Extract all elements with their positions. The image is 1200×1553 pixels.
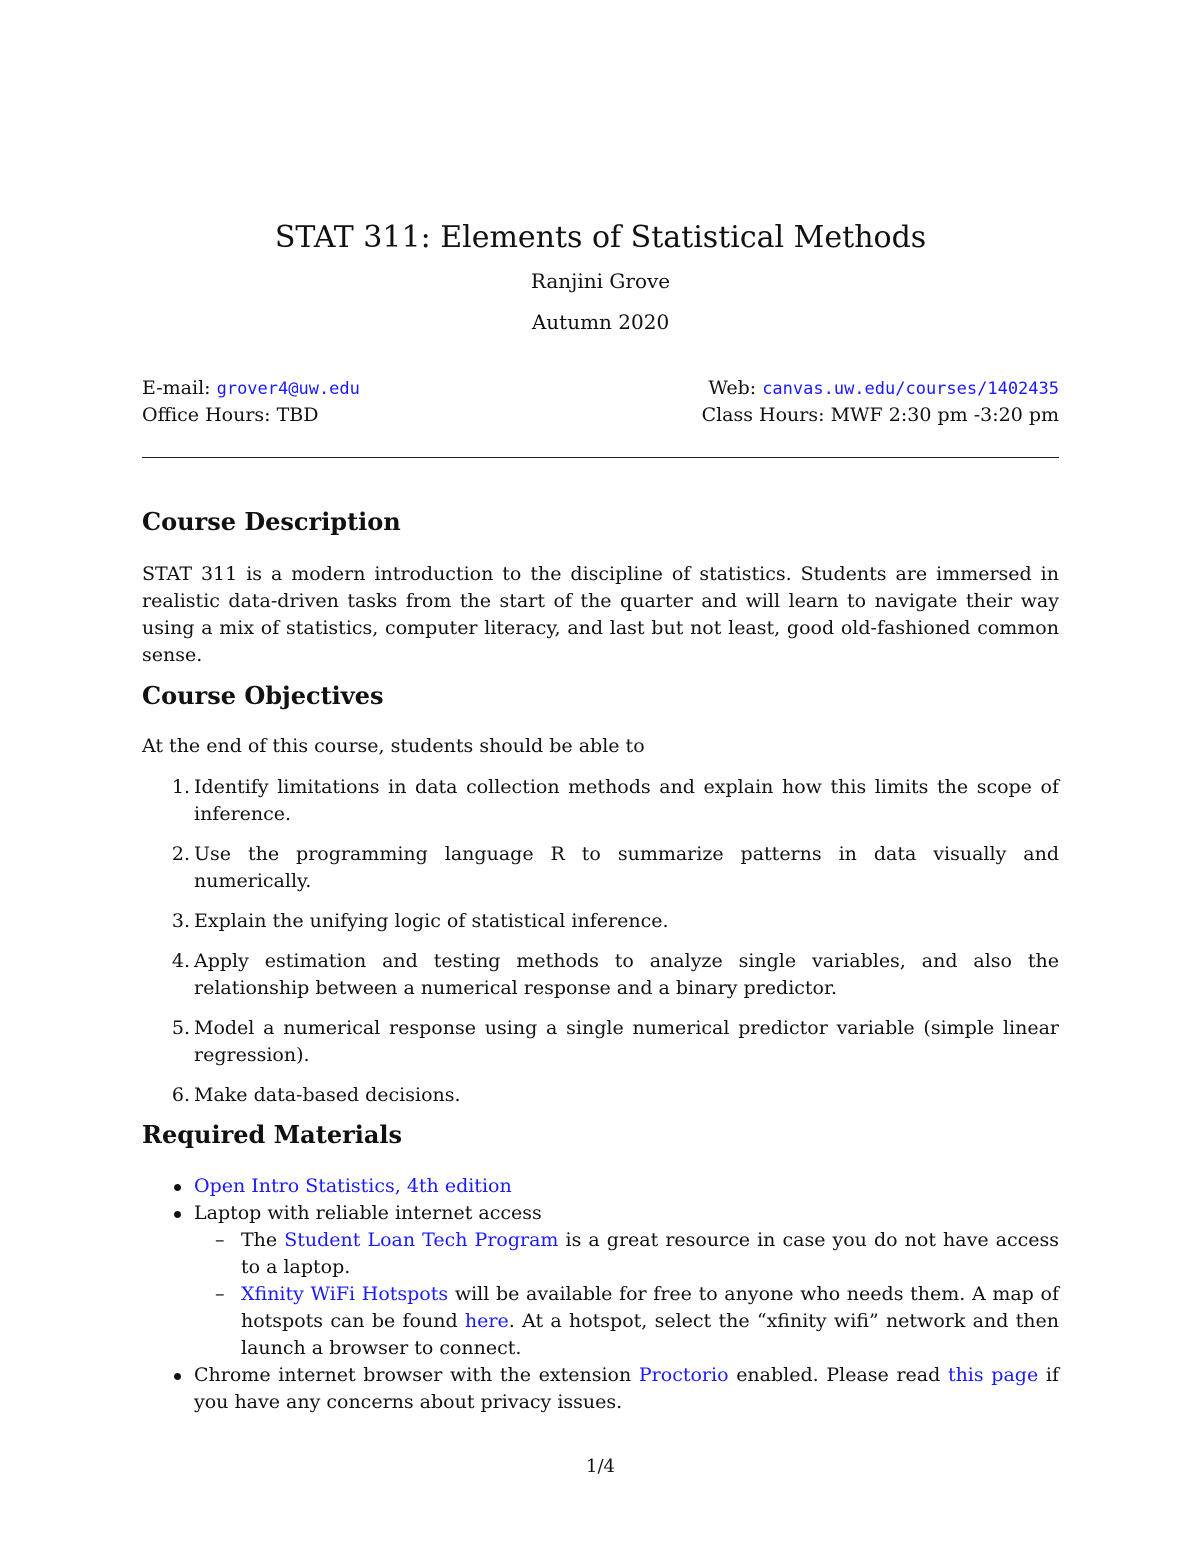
list-item: [194, 1227, 1059, 1281]
dash-icon: –: [215, 1229, 225, 1251]
web-link[interactable]: canvas.uw.edu/courses/1402435: [762, 379, 1059, 399]
item-text: Apply estimation and testing methods to analyze single variables, and also the relationship between a numerical response and a binary predictor.: [194, 950, 1059, 999]
item-number: 3.: [171, 910, 190, 932]
loan-suffix: is a great resource in case you do not have access to a laptop.: [241, 1229, 1059, 1278]
item-text: Model a numerical response using a single numerical predictor variable (simple linear regression).: [194, 1017, 1059, 1066]
email-link[interactable]: grover4@uw.edu: [216, 379, 360, 399]
class-hours: Class Hours: MWF 2:30 pm -3:20 pm: [701, 404, 1059, 426]
email-line: [142, 375, 360, 403]
list-item: [142, 908, 1059, 935]
student-loan-tech-link[interactable]: Student Loan Tech Program: [284, 1229, 559, 1251]
item-text: Identify limitations in data collection methods and explain how this limits the scope of inference.: [194, 776, 1059, 825]
item-number: 4.: [171, 950, 190, 972]
xfinity-hotspots-link[interactable]: Xfinity WiFi Hotspots: [241, 1283, 449, 1305]
textbook-link[interactable]: Open Intro Statistics, 4th edition: [194, 1175, 512, 1197]
required-materials-heading: Required Materials: [142, 1120, 403, 1149]
header-divider: [142, 457, 1059, 458]
item-number: 6.: [171, 1084, 190, 1106]
xfinity-text: will be available for free to anyone who needs them. A map of hotspots can be found: [241, 1283, 1059, 1332]
author-name: Ranjini Grove: [530, 269, 671, 293]
materials-list: [142, 1173, 1059, 1416]
list-item: [142, 1362, 1059, 1416]
laptop-text: Laptop with reliable internet access: [194, 1202, 542, 1224]
bullet-icon: [174, 1373, 181, 1380]
course-description-text: STAT 311 is a modern introduction to the discipline of statistics. Students are immersed in realistic data-driven tasks from the start of the quarter and will learn to navigate their way using a mix of statistics, computer literacy, and last but not least, good old-fashioned common sense.: [142, 563, 1059, 666]
xfinity-text-end: . At a hotspot, select the “xfinity wifi” network and then launch a browser to connect.: [241, 1310, 1060, 1359]
web-label: Web:: [708, 377, 757, 399]
page-number: 1/4: [586, 1456, 615, 1477]
chrome-middle: enabled. Please read: [736, 1364, 941, 1386]
objectives-intro: At the end of this course, students should be able to: [142, 735, 645, 757]
list-item: [142, 1200, 1059, 1362]
hours-row: [142, 402, 1059, 429]
item-number: 5.: [171, 1017, 190, 1039]
list-item: [142, 1082, 1059, 1109]
bullet-icon: [174, 1211, 181, 1218]
email-label: E-mail:: [142, 377, 211, 399]
list-item: [142, 1173, 1059, 1200]
proctorio-link[interactable]: Proctorio: [638, 1364, 729, 1386]
list-item: [142, 774, 1059, 828]
web-line: [708, 375, 1059, 403]
item-number: 2.: [171, 843, 190, 865]
this-page-link[interactable]: this page: [947, 1364, 1039, 1386]
list-item: [142, 841, 1059, 895]
item-text: Use the programming language R to summarize patterns in data visually and numerically.: [194, 843, 1059, 892]
loan-prefix: The: [241, 1229, 278, 1251]
chrome-prefix: Chrome internet browser with the extension: [194, 1364, 632, 1386]
list-item: [142, 948, 1059, 1002]
list-item: [194, 1281, 1059, 1362]
item-number: 1.: [171, 776, 190, 798]
document-title: STAT 311: Elements of Statistical Methods: [274, 220, 927, 255]
objectives-list: [142, 774, 1059, 1122]
bullet-icon: [174, 1184, 181, 1191]
course-objectives-heading: Course Objectives: [142, 681, 384, 710]
office-hours: Office Hours: TBD: [142, 404, 319, 426]
item-text: Explain the unifying logic of statistical inference.: [194, 910, 669, 932]
here-link[interactable]: here: [464, 1310, 509, 1332]
laptop-sublist: [194, 1227, 1059, 1362]
term: Autumn 2020: [531, 310, 670, 334]
list-item: [142, 1015, 1059, 1069]
syllabus-page: [142, 0, 1059, 1553]
item-text: Make data-based decisions.: [194, 1084, 461, 1106]
chrome-suffix: if you have any concerns about privacy issues.: [194, 1364, 1059, 1413]
contact-row: [142, 375, 1059, 402]
course-description-heading: Course Description: [142, 507, 401, 536]
dash-icon: –: [215, 1283, 225, 1305]
